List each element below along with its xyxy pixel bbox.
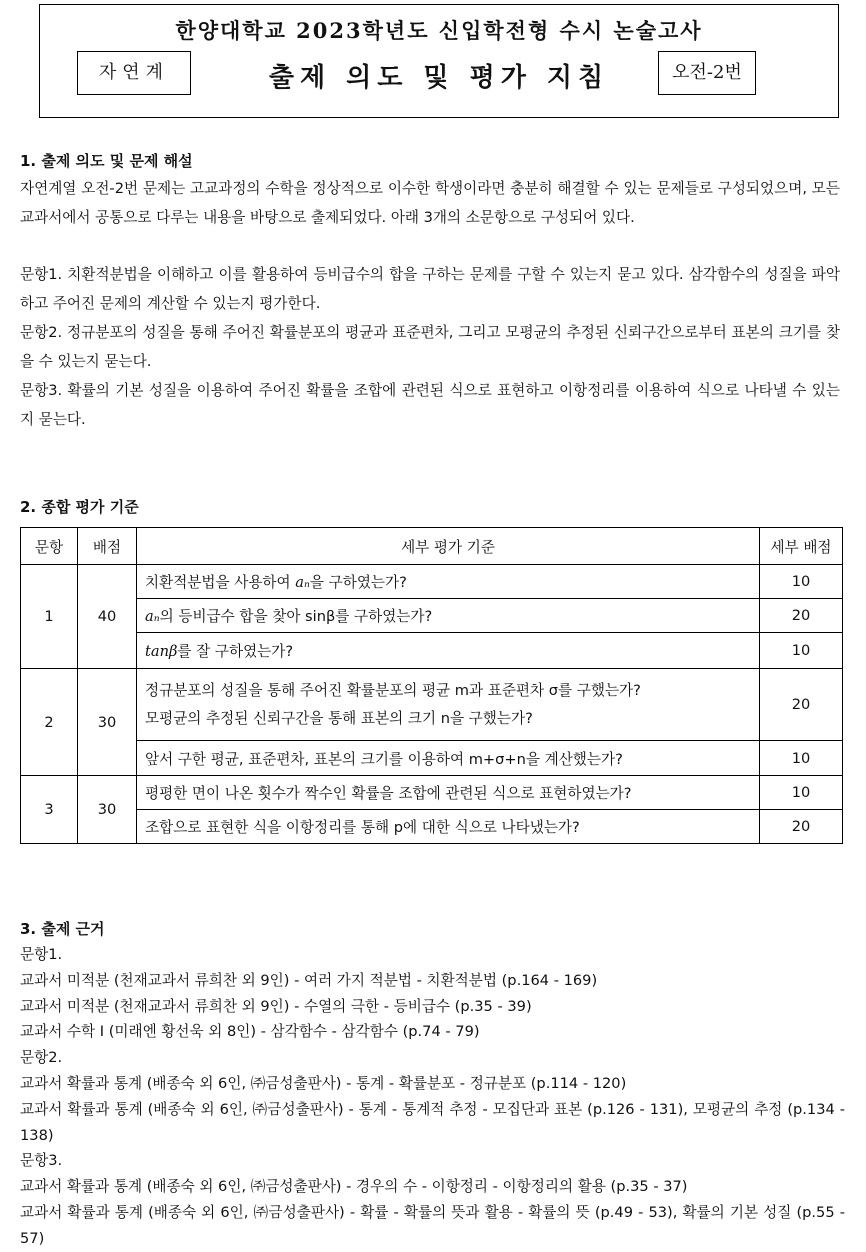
- table-row: [21, 565, 843, 599]
- question-score-cell: 30: [78, 669, 137, 776]
- criteria-text: 을 구하였는가?: [309, 574, 407, 591]
- section3-title: 3. 출제 근거: [20, 920, 105, 938]
- criteria-line: 정규분포의 성질을 통해 주어진 확률분포의 평균 m과 표준편차 σ를 구했는가?: [145, 681, 641, 699]
- reference-line: 교과서 확률과 통계 (배종숙 외 6인, ㈜금성출판사) - 통계 - 확률분포 - 정규분포 (p.114 - 120): [20, 1074, 627, 1092]
- points-cell: 10: [760, 565, 843, 599]
- question-number-cell: 1: [21, 565, 78, 669]
- reference-line: 교과서 미적분 (천재교과서 류희찬 외 9인) - 수열의 극한 - 등비급수 (p.35 - 39): [20, 997, 532, 1015]
- document-title: 출제 의도 및 평가 지침: [268, 63, 610, 93]
- section1-question3: 문항3. 확률의 기본 성질을 이용하여 주어진 확률을 조합에 관련된 식으로 표현하고 이항정리를 이용하여 식으로 나타낼 수 있는지 묻는다.: [20, 382, 840, 428]
- table-row: [21, 741, 843, 776]
- points-cell: 10: [760, 633, 843, 669]
- criteria-cell: [137, 633, 760, 669]
- reference-line: 문항2.: [20, 1049, 63, 1067]
- criteria-line: 모평균의 추정된 신뢰구간을 통해 표본의 크기 n을 구했는가?: [145, 709, 533, 727]
- points-cell: 10: [760, 776, 843, 810]
- reference-line: 문항3.: [20, 1152, 63, 1170]
- reference-list: [20, 942, 845, 1252]
- section2-title: 2. 종합 평가 기준: [20, 498, 139, 516]
- reference-line: 문항1.: [20, 946, 63, 963]
- question-score-cell: 40: [78, 565, 137, 669]
- reference-line: 교과서 미적분 (천재교과서 류희찬 외 9인) - 여러 가지 적분법 - 치환적분법 (p.164 - 169): [20, 971, 598, 989]
- points-cell: 20: [760, 669, 843, 741]
- header-score: 배점: [78, 528, 137, 565]
- criteria-cell: 앞서 구한 평균, 표준편차, 표본의 크기를 이용하여 m+σ+n을 계산했는가?: [137, 741, 760, 776]
- math-expression: aₙ: [145, 608, 160, 625]
- table-header-row: [21, 528, 843, 565]
- reference-line: 교과서 수학 I (미래엔 황선욱 외 8인) - 삼각함수 - 삼각함수 (p.74 - 79): [20, 1023, 480, 1041]
- document-header: [39, 4, 839, 118]
- criteria-cell: 조합으로 표현한 식을 이항정리를 통해 p에 대한 식으로 나타냈는가?: [137, 810, 760, 844]
- university-exam-title: 한양대학교 2023학년도 신입학전형 수시 논술고사: [175, 18, 703, 43]
- section1-question2: 문항2. 정규분포의 성질을 통해 주어진 확률분포의 평균과 표준편차, 그리고 모평균의 추정된 신뢰구간으로부터 표본의 크기를 찾을 수 있는지 묻는다.: [20, 324, 840, 370]
- criteria-cell: [137, 565, 760, 599]
- math-expression: tanβ: [145, 643, 178, 660]
- criteria-cell: 평평한 면이 나온 횟수가 짝수인 확률을 조합에 관련된 식으로 표현하였는가?: [137, 776, 760, 810]
- points-cell: 10: [760, 741, 843, 776]
- section1-intro: 자연계열 오전-2번 문제는 고교과정의 수학을 정상적으로 이수한 학생이라면 충분히 해결할 수 있는 문제들로 구성되었으며, 모든 교과서에서 공통으로 다루는 내용을 바탕으로 출제되었다. 아래 3개의 소문항으로 구성되어 있다.: [20, 180, 840, 226]
- criteria-cell: [137, 669, 760, 741]
- question-score-cell: 30: [78, 776, 137, 844]
- criteria-text: 를 잘 구하였는가?: [177, 643, 294, 660]
- exam-number-label: 오전-2번: [658, 51, 756, 95]
- reference-line: 교과서 확률과 통계 (배종숙 외 6인, ㈜금성출판사) - 통계 - 통계적 추정 - 모집단과 표본 (p.126 - 131), 모평균의 추정 (p.134 - 138): [20, 1100, 845, 1144]
- criteria-text: 치환적분법을 사용하여: [145, 574, 296, 591]
- header-question: 문항: [21, 528, 78, 565]
- section1-title: 1. 출제 의도 및 문제 해설: [20, 152, 193, 170]
- header-criteria: 세부 평가 기준: [137, 528, 760, 565]
- question-number-cell: 3: [21, 776, 78, 844]
- question-number-cell: 2: [21, 669, 78, 776]
- table-row: [21, 633, 843, 669]
- table-row: [21, 776, 843, 810]
- reference-line: 교과서 확률과 통계 (배종숙 외 6인, ㈜금성출판사) - 확률 - 확률의 뜻과 활용 - 확률의 뜻 (p.49 - 53), 확률의 기본 성질 (p.55 - 57): [20, 1203, 845, 1247]
- table-row: [21, 599, 843, 633]
- track-label: 자연계: [77, 51, 191, 95]
- table-row: [21, 810, 843, 844]
- math-expression: aₙ: [295, 574, 310, 591]
- header-detail-score: 세부 배점: [760, 528, 843, 565]
- evaluation-criteria-table: [20, 527, 843, 844]
- criteria-text: 의 등비급수 합을 찾아 sinβ를 구하였는가?: [159, 608, 433, 625]
- criteria-cell: [137, 599, 760, 633]
- table-row: [21, 669, 843, 741]
- points-cell: 20: [760, 599, 843, 633]
- points-cell: 20: [760, 810, 843, 844]
- reference-line: 교과서 확률과 통계 (배종숙 외 6인, ㈜금성출판사) - 경우의 수 - 이항정리 - 이항정리의 활용 (p.35 - 37): [20, 1178, 688, 1196]
- section1-question1: 문항1. 치환적분법을 이해하고 이를 활용하여 등비급수의 합을 구하는 문제를 구할 수 있는지 묻고 있다. 삼각함수의 성질을 파악하고 주어진 문제의 계산할 수 있는지 평가한다.: [20, 266, 840, 312]
